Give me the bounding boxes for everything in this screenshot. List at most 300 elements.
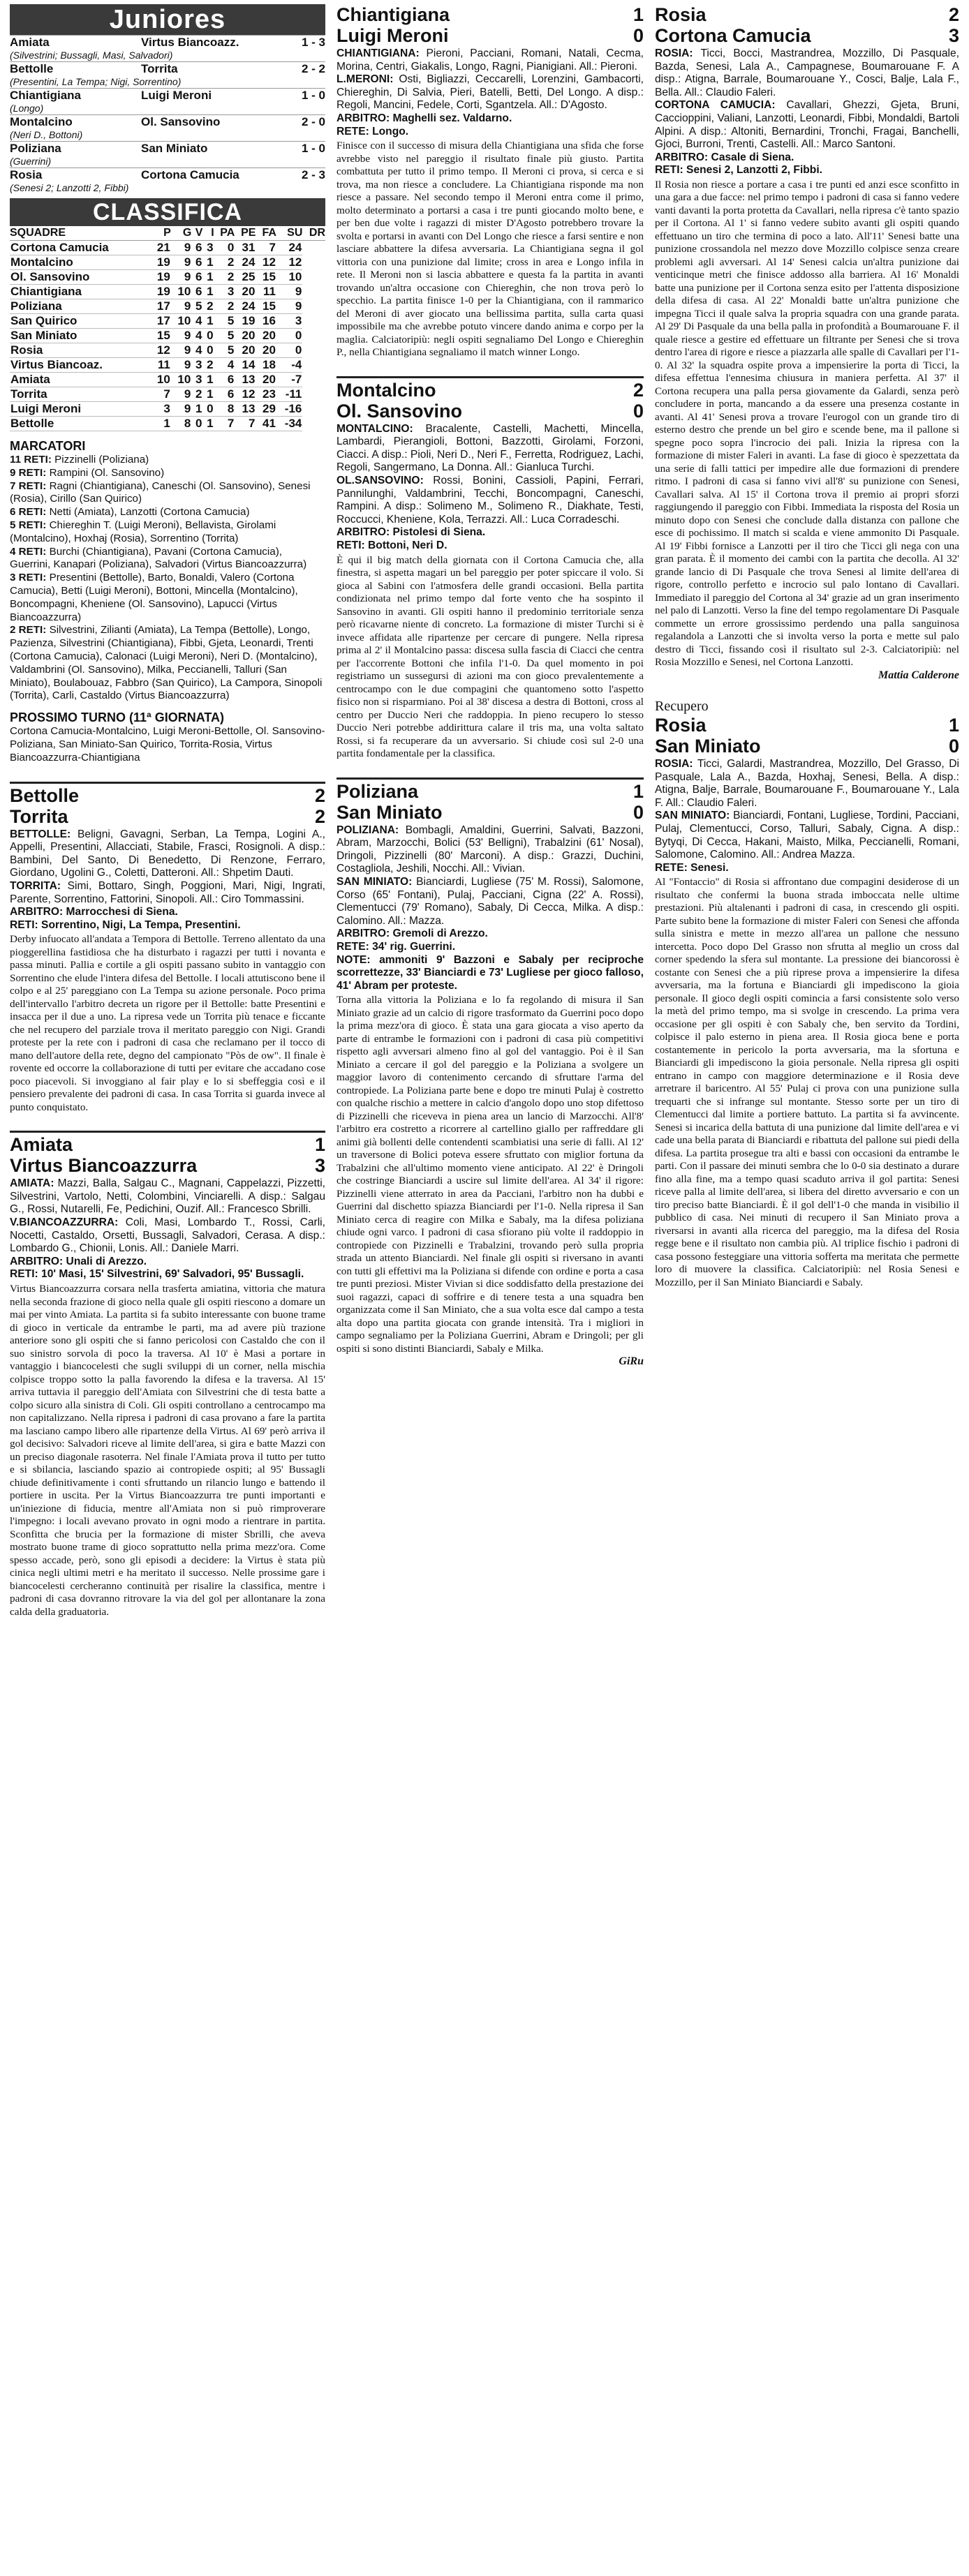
standings-row	[10, 270, 325, 285]
home-score: 1	[633, 4, 644, 25]
home-team: Rosia	[655, 714, 707, 736]
result-row	[10, 167, 325, 182]
standings-cell: 12	[150, 343, 171, 358]
home-team: Montalcino	[336, 379, 436, 401]
home-team-line	[10, 1131, 325, 1155]
goals: RETE: 34' rig. Guerrini.	[336, 940, 456, 953]
standings-cell: 11	[150, 358, 171, 373]
scorer-names: Pizzinelli (Poliziana)	[54, 454, 149, 466]
standings-cell: 4	[191, 329, 202, 343]
team-name: Bettolle	[10, 417, 150, 431]
lineup-label: L.MERONI:	[336, 73, 394, 86]
away-team-line	[336, 802, 644, 823]
standings-cell: 24	[276, 241, 302, 255]
away-score: 3	[314, 1155, 325, 1177]
result-scorers: (Senesi 2; Lanzotti 2, Fibbi)	[10, 182, 129, 193]
column-middle	[336, 4, 644, 2567]
team-name: Rosia	[10, 343, 150, 358]
lineup-label: POLIZIANA:	[336, 824, 399, 836]
scorer-goals: 2 RETI:	[10, 624, 47, 636]
result-score: 1 - 0	[301, 142, 325, 155]
standings-cell: -16	[276, 402, 302, 417]
report-text: Torna alla vittoria la Poliziana e lo fa regolando di misura il San Miniato grazie ad un calcio di rigore trasformato da Guerrini poco dopo la prima mezz'ora di gioco. È stata una gara giocata a viso aperto da parte di entrambe le formazioni con i padroni di casa più competitivi rispetto agli avversari almeno fino al gol del vantaggio. Poi è il San Miniato a cercare il gol del pareggio e la Poliziana a svolgere un maggior lavoro di contenimento cercando di sfruttare l'arma del contropiede. La Poliziana parte bene e dopo tre minuti Pulaj è costretto con qualche rischio a mettere in calcio d'angolo dopo uno stop difettoso di Pizzinelli che riceveva in piena area un lancio di Marzocchi. All'8' l'arbitro era costretto a ricorrere al cartellino giallo per raffreddare gli animi già bollenti delle contendenti scambiatisi una serie di falli. Al 12' un traversone di Bolici poteva essere sfruttato con miglior fortuna da Trabalzini che all'ultimo momento viene anticipato. Al 22' è Dringoli che costringe Bianciardi a uscire sul limite dell'area. Al 34' il rigore: Pizzinelli viene atterrato in area da Pacciani, l'arbitro non ha dubbi e Guerrini dal dischetto spiazza Bianciardi per l'1-0. Nella ripresa il San Miniato cerca di reagire con Milka e Sabaly, ma la difesa poliziana chiude ogni varco. I padroni di casa sfiorano più volte il raddoppio in contropiede con Pizzinelli e Trabalzini, trovando però sulla propria strada un attento Bianciardi. Nel finale gli ospiti si riversano in avanti con tutti gli effettivi ma la Poliziana si difende con ordine e porta a casa tre punti preziosi. Mister Vivian si dice soddisfatto della prestazione dei suoi ragazzi, capaci di soffrire e di tenere testa a una squadra ben organizzata come il San Miniato, che a sua volta esce dal campo a testa alta dopo una partita giocata con grande intensità. Tra i migliori in campo segnaliamo per la Poliziana Guerrini, Abram e Dringoli; per gli ospiti si sono distinti Bianciardi, Sabaly e Milka.	[336, 994, 644, 1355]
standings-header	[10, 226, 325, 241]
standings-cell: 17	[150, 299, 171, 314]
marcatori-title: MARCATORI	[10, 439, 86, 453]
standings-cell: 24	[235, 299, 256, 314]
standings-cell: 1	[202, 270, 214, 285]
result-away: San Miniato	[141, 142, 208, 155]
lineup-away	[336, 475, 644, 526]
lineup-players: Cavallari, Ghezzi, Gjeta, Bruni, Caccioppini, Valiani, Lanzotti, Leonardi, Fibbi, Mondaldi, Bartoli Alpini. A disp.: Altoniti, Bernardini, Tronchi, Fragai, Banchelli, Gjoci, Burroni, Trenti, Castelli. All.: Marco Santoni.	[655, 99, 959, 151]
standings-cell: 23	[256, 387, 276, 402]
standings-cell: 41	[256, 417, 276, 431]
standings-cell: 1	[202, 255, 214, 270]
standings-cell: 16	[256, 314, 276, 329]
referee: ARBITRO: Maghelli sez. Valdarno.	[336, 112, 512, 124]
result-score: 1 - 0	[301, 89, 325, 102]
standings-cell: 1	[202, 314, 214, 329]
standings-cell: 3	[276, 314, 302, 329]
scorer-line	[10, 454, 325, 467]
result-away: Torrita	[141, 62, 178, 75]
standings-cell: 9	[171, 241, 192, 255]
standings-cell: 21	[150, 241, 171, 255]
standings-cell: -11	[276, 387, 302, 402]
match-report	[655, 715, 959, 1289]
home-team-line	[10, 782, 325, 806]
match-report	[10, 782, 325, 1115]
scorer-names: Ragni (Chiantigiana), Caneschi (Ol. Sansovino), Senesi (Rosia), Cirillo (San Quirico)	[10, 479, 311, 505]
lineup-players: Ticci, Bocci, Mastrandrea, Mozzillo, Di Pasquale, Bazda, Senesi, Lala A., Campagnese, Boumarouane F. A disp.: Atigna, Barrale, Boumarouane Y., Cosci, Balje, Lala F., Bella. All.: Claudio Faleri.	[655, 47, 959, 98]
result-score: 1 - 3	[301, 36, 325, 49]
lineup-label: AMIATA:	[10, 1177, 54, 1190]
standings-cell: 0	[276, 329, 302, 343]
home-team: Bettolle	[10, 784, 80, 806]
home-team: Amiata	[10, 1134, 73, 1156]
standings-cell: 4	[191, 343, 202, 358]
home-score: 2	[633, 379, 644, 401]
report-text: Al "Fontaccio" di Rosia si affrontano due compagini desiderose di un risultato che confermi la buona strada imboccata nelle ultime prestazioni. Più altalenanti i padroni di casa, in crescendo gli ospiti. Parte subito bene la formazione di mister Faleri con Senesi che affonda sulla sinistra e mette in mezzo all'area un pallone che nessuno intercetta. Poco dopo Del Grasso non sfrutta al meglio un cross dal corner spedendo la sfera sul montante. La pressione dei biancorossi è costante con Senesi che a più riprese prova a impensierire la difesa avversaria, ma la fortuna e Bianciardi gli impediscono la gioia personale. Il gioco degli ospiti comincia a farsi consistente solo verso la metà del primo tempo, ma si svolge in crescendo. La prima vera occasione per gli ospiti è con Sabaly che, ben servito da Tordini, colpisce il palo esterno in piena area. Il Rosia gioca bene e porta costantemente in pericolo la porta avversaria, ma la sfortuna e Bianciardi gli impediscono la gioia personale. Nella ripresa gli ospiti entrano in campo con maggiore determinazione e il Rosia deve arretrare il baricentro. Al 55' Pulaj ci prova con una punizione sulla trequarti che si infrange sul montante. Stesso sorte per un tiro di Clementucci dal limite a portiere battuto. La partita si fa avvincente. Senesi si incarica della battuta di una punizione dal limite dell'area e vi cade una bella parata di Bianciardi e ribattuta del pallone sui piedi della difesa. La partita prosegue tra alti e bassi con occasioni da entrambe le parti. Con il passare dei minuti sembra che lo 0-0 sia destinato a durare fino alla fine, ma a tempo quasi scaduto arriva il gol partita: Senesi riceve palla al limite dell'area, si libera del diretto avversario e con un tiro preciso batte Bianciardi. È il gol dell'1-0 che manda in visibilio il pubblico di casa. Nei minuti di recupero il San Miniato prova a riversarsi in avanti alla ricerca del pareggio, ma la difesa del Rosia regge bene e il risultato non cambia più. Al triplice fischio i padroni di casa possono festeggiare una vittoria sofferta ma meritata che permette loro di muovere la classifica. Calciatoripiù: nel Rosia Senesi e Mozzillo, per il San Miniato Bianciardi e Sabaly.	[655, 876, 959, 1288]
standings-cell: 7	[235, 417, 256, 431]
standings-cell: 13	[235, 373, 256, 387]
referee: ARBITRO: Casale di Siena.	[655, 151, 794, 163]
scorer-names: Burchi (Chiantigiana), Pavani (Cortona Camucia), Guerrini, Kanapari (Poliziana), Salvadori (Virtus Biancoazzurra)	[10, 545, 307, 571]
standings-cell: 12	[235, 387, 256, 402]
lineup-label: SAN MINIATO:	[336, 875, 413, 888]
prossimo-turno-title: PROSSIMO TURNO (11ª GIORNATA)	[10, 710, 225, 725]
scorer-names: Chiereghin T. (Luigi Meroni), Bellavista, Girolami (Montalcino), Hoxhaj (Rosia), Sorrentino (Torrita)	[10, 519, 276, 544]
standings-cell: -7	[276, 373, 302, 387]
lineup-players: Ticci, Galardi, Mastrandrea, Mozzillo, Del Grasso, Di Pasquale, Lala A., Bazda, Hoxhaj, Senesi, Bella. A disp.: Atigna, Balje, Barrale, Boumarouane F., Boumarouane Y., Lala F. All.: Claudio Faleri.	[655, 757, 959, 809]
standings-cell: 3	[191, 373, 202, 387]
scorer-names: Rampini (Ol. Sansovino)	[49, 466, 165, 479]
standings-cell: 19	[235, 314, 256, 329]
result-home: Amiata	[10, 36, 50, 49]
standings-cell: 0	[191, 417, 202, 431]
lineups	[336, 824, 644, 993]
standings-cell: 10	[171, 373, 192, 387]
standings-cell: 5	[214, 329, 235, 343]
lineup-home	[10, 828, 325, 880]
standings-col-header: DR	[302, 226, 325, 241]
standings-cell: 9	[171, 387, 192, 402]
result-scorers: (Longo)	[10, 103, 44, 114]
standings-cell: 10	[276, 270, 302, 285]
match-report	[336, 4, 644, 359]
away-team: Cortona Camucia	[655, 25, 811, 46]
standings-col-header: I	[202, 226, 214, 241]
lineup-label: ROSIA:	[655, 47, 693, 59]
lineup-players: Osti, Bigliazzi, Ceccarelli, Lorenzini, Gambacorti, Chiereghin, Di Salvia, Pieri, Batelli, Betti, Del Longo. A disp.: Regoli, Mancini, Fedele, Corti, Sgantzela. All.: D'Agosto.	[336, 73, 644, 112]
home-team: Chiantigiana	[336, 4, 450, 25]
home-team: Poliziana	[336, 780, 419, 802]
home-team: Rosia	[655, 4, 707, 25]
team-name: Virtus Biancoaz.	[10, 358, 150, 373]
lineup-label: SAN MINIATO:	[655, 810, 730, 822]
standings-cell: 9	[276, 299, 302, 314]
lineups	[10, 828, 325, 932]
lineup-label: OL.SANSOVINO:	[336, 475, 424, 487]
standings-cell: 25	[235, 270, 256, 285]
standings-cell: 9	[171, 299, 192, 314]
home-team-line	[655, 715, 959, 736]
standings-cell: 3	[214, 285, 235, 299]
team-name: Torrita	[10, 387, 150, 402]
away-score: 0	[633, 25, 644, 46]
away-team: Ol. Sansovino	[336, 400, 463, 422]
standings-cell: 20	[235, 343, 256, 358]
standings-cell: 3	[191, 358, 202, 373]
result-row	[10, 114, 325, 129]
away-team: Luigi Meroni	[336, 25, 449, 46]
results-list	[10, 35, 325, 194]
lineup-away	[10, 1216, 325, 1256]
away-team: Torrita	[10, 805, 68, 827]
team-name: Poliziana	[10, 299, 150, 314]
standings-cell: 20	[256, 329, 276, 343]
standings-cell: 1	[202, 387, 214, 402]
standings-cell: 20	[235, 285, 256, 299]
result-score: 2 - 2	[301, 62, 325, 75]
scorer-line	[10, 546, 325, 572]
standings-cell: 20	[256, 373, 276, 387]
home-score: 2	[314, 784, 325, 806]
team-name: San Quirico	[10, 314, 150, 329]
newspaper-page	[10, 4, 959, 2567]
standings-cell: 12	[276, 255, 302, 270]
lineup-away	[336, 876, 644, 928]
standings-table	[10, 226, 325, 431]
lineup-players: Coli, Masi, Lombardo T., Rossi, Carli, Nocetti, Castaldo, Orsetti, Bussagli, Salvadori, Cerasa. A disp.: Lombardo G., Chionii, Lonis. All.: Daniele Marri.	[10, 1216, 325, 1255]
lineup-players: Pieroni, Pacciani, Romani, Natali, Cecma, Morina, Centri, Giakalis, Longo, Ragni, Pianigiani. All.: Pieroni.	[336, 47, 644, 73]
away-score: 2	[314, 805, 325, 827]
standings-col-header: V	[191, 226, 202, 241]
result-home: Chiantigiana	[10, 89, 82, 102]
home-team-line	[655, 4, 959, 25]
report-text: Virtus Biancoazzurra corsara nella trasferta amiatina, vittoria che matura nella seconda frazione di gioco nella quale gli ospiti riescono a domare un mai per vinto Amiata. La partita si fa subito interessante con buone trame di gioco in verticale da entrambe le parti, ma ad avere più trazione anteriore sono gli ospiti che si fanno pericolosi con Castaldo che con il suo sinistro sorvola di poco la traversa. Al 10' è Masi a portare in vantaggio i biancocelesti che sugli sviluppi di un corner, nella mischia colpisce troppo sotto la palla favorendo la difesa e la traversa. Al 15' arriva tuttavia il pareggio dell'Amiata con Silvestrini che di testa batte a colpo sicuro alla sinistra di Coli. Gli ospiti controllano a centrocampo ma non capitalizzano. Nella ripresa i padroni di casa provano a fare la partita ma lasciano campo libero alle ripartenze della Virtus. Al 69' però arriva il gol decisivo: Salvadori riceve al limite dell'area, si gira e batte Mazzi con un preciso diagonale rasoterra. Nel finale l'Amiata prova il tutto per tutto e si sbilancia, lasciando spazio ai contropiede ospiti; al 95' Bussagli chiude definitivamente i conti sfruttando un rilancio lungo e battendo il portiere in uscita. Per la Virtus Biancoazzurra tre punti importanti e un'iniezione di fiducia, mentre all'Amiata non si può rimproverare l'impegno: i locali avevano provato in ogni modo a rientrare in partita. Sconfitta che brucia per la formazione di mister Sbrilli, che aveva mostrato buone trame di gioco soprattutto nella prima mezz'ora. Come spesso accade, però, sono gli episodi a decidere: la Virtus è stata più cinica negli ultimi metri e ha meritato il successo. Nelle prossime gare i biancocelesti cercheranno continuità per risalire la classifica, mentre i padroni di casa dovranno ritrovare la via del gol per allontanare la zona calda della graduatoria.	[10, 1283, 325, 1618]
goals: RETI: Senesi 2, Lanzotti 2, Fibbi.	[655, 164, 822, 177]
scorer-line	[10, 624, 325, 703]
standings-row	[10, 343, 325, 358]
standings-row	[10, 255, 325, 270]
team-name: Amiata	[10, 373, 150, 387]
home-team-line	[336, 376, 644, 401]
standings-cell: 6	[191, 285, 202, 299]
standings-cell: 18	[256, 358, 276, 373]
standings-row	[10, 417, 325, 431]
away-score: 3	[948, 25, 959, 46]
author-signature: GiRu	[619, 1355, 644, 1368]
juniores-banner: Juniores	[10, 4, 325, 35]
goals: RETE: Longo.	[336, 125, 409, 137]
standings-cell: 6	[214, 387, 235, 402]
standings-cell: 3	[150, 402, 171, 417]
standings-cell: 4	[214, 358, 235, 373]
result-scorers: (Presentini, La Tempa; Nigi, Sorrentino)	[10, 76, 182, 87]
result-home: Bettolle	[10, 62, 54, 75]
standings-row	[10, 299, 325, 314]
result-score: 2 - 3	[301, 168, 325, 181]
standings-cell: 4	[191, 314, 202, 329]
lineup-away	[655, 810, 959, 861]
home-team-line	[336, 777, 644, 802]
standings-col-header: PA	[214, 226, 235, 241]
standings-cell: 17	[150, 314, 171, 329]
away-score: 0	[948, 735, 959, 757]
scorer-goals: 7 RETI:	[10, 479, 47, 492]
standings-cell: 3	[202, 241, 214, 255]
scorer-goals: 3 RETI:	[10, 572, 47, 584]
report-text: Derby infuocato all'andata a Tempora di Bettolle. Terreno allentato da una pioggerellina fastidiosa che ha disturbato i ragazzi per tutti i novanta e passa minuti. Pallia e cortile a gli ospiti passano subito in vantaggio con Sorrentino che elude l'intera difesa del Bettolle. I locali attutiscono bene il colpo e al 25' pareggiano con La Tempa su azione personale. Poco prima dell'intervallo l'arbitro decreta un rigore per il Bettolle: batte Presentini e insacca per il due a uno. La ripresa vede un Torrita più tenace e ficcante che nel recupero del parziale trova il meritato pareggio con Nigi. Grandi proteste per la rete con i padroni di casa che reclamano per il tocco di mano dell'autore della rete, degno del campionato "Pòs de ow". Il finale è rovente ed occorre la collaborazione di tutti per evitare che accadano cose poco piacevoli. Si invoggiano al fair play e lo si sbeffeggia così e il pensiero prevalente dei padroni di casa. In casa Torrita si guarda invece al punto conquistato.	[10, 933, 325, 1113]
away-team-line	[655, 736, 959, 757]
report-text: Finisce con il successo di misura della Chiantigiana una sfida che forse avrebbe visto nel pareggio il risultato finale più giusto. Partita combattuta per tutto il primo tempo. Il Meroni ci prova, si cerca e si trova, ma non riesce a concludere. La Chiantigiana risponde ma non riesce a passare. Nel secondo tempo il Meroni entra come il primo, molto determinato a portarsi a casa i tre punti giocando molto bene, e per ben due volte i ragazzi di mister D'Agosto potrebbero trovare la svolta e portarsi in avanti con Del Longo che riesce a farsi sentire e non lasciare abbattere la difesa avversaria. La Chiantigiana segna il gol vittoria con una punizione dal limite; cross in area e Longo infila in rete. Il Meroni non si lascia abbattere e questa fa la partita in avanti trovando un'altra occasione con Chiereghin, che non trova però lo specchio. La partita finisce 1-0 per la Chiantigiana, con il rammarico del Meroni di aver giocato una bellissima partita, sulla carta quasi impossibile ma che avrebbe potuto vincere dando anima e corpo per la maglia. Calciatoripiù: negli ospiti segnaliamo Del Longo e Chiereghin P., nella Chiantigiana segnaliamo il match winner Longo.	[336, 140, 644, 359]
standings-cell: 2	[214, 299, 235, 314]
standings-cell: 11	[256, 285, 276, 299]
standings-cell: 9	[171, 329, 192, 343]
standings-cell: 31	[235, 241, 256, 255]
referee: ARBITRO: Marrocchesi di Siena.	[10, 906, 178, 918]
lineup-away	[10, 880, 325, 906]
standings-cell: 10	[171, 314, 192, 329]
team-name: Montalcino	[10, 255, 150, 270]
standings-cell: 2	[214, 270, 235, 285]
result-scorers: (Silvestrini; Bussagli, Masi, Salvadori)	[10, 50, 173, 61]
team-name: Cortona Camucia	[10, 241, 150, 255]
standings-cell: 10	[150, 373, 171, 387]
standings-cell: 2	[202, 299, 214, 314]
standings-cell: 9	[171, 402, 192, 417]
standings-cell: 9	[276, 285, 302, 299]
lineup-label: BETTOLLE:	[10, 828, 71, 840]
result-row	[10, 141, 325, 156]
standings-cell: 6	[191, 270, 202, 285]
standings-cell: 6	[214, 373, 235, 387]
lineups	[655, 758, 959, 874]
home-score: 2	[948, 4, 959, 25]
lineup-label: V.BIANCOAZZURRA:	[10, 1216, 119, 1229]
away-team-line	[336, 25, 644, 46]
lineup-home	[336, 824, 644, 876]
lineup-home	[336, 47, 644, 73]
standings-cell: 19	[150, 270, 171, 285]
lineup-home	[10, 1177, 325, 1216]
scorer-names: Netti (Amiata), Lanzotti (Cortona Camucia)	[49, 506, 250, 519]
result-home: Poliziana	[10, 142, 61, 155]
standings-row	[10, 285, 325, 299]
standings-cell: 15	[256, 270, 276, 285]
lineup-players: Simi, Bottaro, Singh, Poggioni, Mari, Nigi, Ingrati, Parente, Sorrentino, Fattorini, Sinopoli. All.: Ciro Tommassini.	[10, 879, 325, 905]
home-team-line	[336, 4, 644, 25]
team-name: Ol. Sansovino	[10, 270, 150, 285]
standings-row	[10, 387, 325, 402]
referee: ARBITRO: Unali di Arezzo.	[10, 1255, 147, 1267]
standings-cell: 5	[214, 343, 235, 358]
standings-cell: 7	[214, 417, 235, 431]
standings-col-header: G	[171, 226, 192, 241]
standings-cell: 14	[235, 358, 256, 373]
lineup-players: Bracalente, Castelli, Machetti, Mincella, Lambardi, Pierangioli, Bottoni, Bazzotti, Girolami, Forzoni, Ciacci. A disp.: Pioli, Neri D., Neri F., Ferretta, Rodriguez, Lachi, Regoli, Sangermano, La Donna. All.: Gianluca Turchi.	[336, 422, 644, 474]
standings-cell: 29	[256, 402, 276, 417]
standings-cell: 1	[202, 373, 214, 387]
standings-cell: 9	[171, 255, 192, 270]
standings-cell: 2	[214, 255, 235, 270]
result-home: Montalcino	[10, 115, 73, 128]
standings-cell: 13	[235, 402, 256, 417]
standings-col-header: SQUADRE	[10, 226, 150, 241]
lineup-players: Beligni, Gavagni, Serban, La Tempa, Logini A., Appelli, Presentini, Allacciati, Stabile, Frasci, Rosignoli. A disp.: Bambini, Del Santo, Di Benedetto, Di Renzone, Ferraro, Giordano, Ugolini G., Coletti, Datteroni. All.: Shpetim Dauti.	[10, 828, 325, 879]
lineup-away	[655, 99, 959, 151]
column-left	[10, 4, 325, 2567]
standings-cell: 0	[202, 329, 214, 343]
recupero-label: Recupero	[655, 698, 709, 714]
lineup-players: Bianciardi, Fontani, Lugliese, Tordini, Pacciani, Pulaj, Clementucci, Corso, Talluri, Sabaly, Cigna. A disp.: Bytyqi, Di Cecca, Hakani, Maisto, Milka, Peccianelli, Romani, Salomone, Calomino. All.: Andrea Mazza.	[655, 810, 959, 861]
lineup-label: ROSIA:	[655, 757, 693, 770]
result-away: Luigi Meroni	[141, 89, 212, 102]
marcatori-list	[10, 454, 325, 703]
lineup-away	[336, 73, 644, 112]
lineups	[10, 1177, 325, 1281]
standings-cell: 0	[202, 402, 214, 417]
standings-cell: 15	[256, 299, 276, 314]
standings-cell: 7	[150, 387, 171, 402]
lineup-home	[336, 423, 644, 475]
lineup-label: CORTONA CAMUCIA:	[655, 99, 776, 112]
standings-cell: 15	[150, 329, 171, 343]
scorer-line	[10, 506, 325, 519]
match-report	[10, 1131, 325, 1618]
standings-cell: 0	[276, 343, 302, 358]
standings-cell: 6	[191, 241, 202, 255]
standings-cell: 12	[256, 255, 276, 270]
scorer-goals: 4 RETI:	[10, 545, 47, 558]
match-report	[336, 376, 644, 761]
standings-row	[10, 329, 325, 343]
standings-row	[10, 358, 325, 373]
scorer-goals: 6 RETI:	[10, 506, 47, 519]
away-team: San Miniato	[655, 735, 761, 757]
lineup-label: CHIANTIGIANA:	[336, 47, 420, 59]
away-team-line	[10, 806, 325, 827]
standings-cell: -4	[276, 358, 302, 373]
result-away: Ol. Sansovino	[141, 115, 221, 128]
standings-cell: 20	[235, 329, 256, 343]
standings-cell: 9	[171, 358, 192, 373]
result-row	[10, 35, 325, 50]
away-team: San Miniato	[336, 801, 443, 823]
scorer-goals: 9 RETI:	[10, 466, 47, 479]
team-name: San Miniato	[10, 329, 150, 343]
standings-cell: 6	[191, 255, 202, 270]
standings-col-header: PE	[235, 226, 256, 241]
standings-cell: 2	[202, 358, 214, 373]
result-scorers: (Guerrini)	[10, 156, 52, 167]
lineup-players: Bombagli, Amaldini, Guerrini, Salvati, Bazzoni, Abram, Marzocchi, Bolici (53' Belligni), Trabalzini (61' Nosal), Dringoli, Pizzinelli (80' Marconi). A disp.: Grazzi, Duchini, Costagliola, Jeshili, Nocchi. All.: Vivian.	[336, 824, 644, 875]
standings-col-header: P	[150, 226, 171, 241]
standings-cell: 1	[202, 417, 214, 431]
standings-cell: 5	[191, 299, 202, 314]
prossimo-turno-text: Cortona Camucia-Montalcino, Luigi Meroni-Bettolle, Ol. Sansovino-Poliziana, San Miniato-San Quirico, Torrita-Rosia, Virtus Biancoazzurra-Chiantigiana	[10, 725, 325, 764]
standings-cell: 9	[171, 270, 192, 285]
away-score: 0	[633, 801, 644, 823]
standings-cell: 19	[150, 285, 171, 299]
scorer-line	[10, 519, 325, 546]
standings-cell: 1	[150, 417, 171, 431]
scorer-line	[10, 572, 325, 624]
standings-col-header: FA	[256, 226, 276, 241]
team-name: Luigi Meroni	[10, 402, 150, 417]
result-home: Rosia	[10, 168, 43, 181]
author-signature: Mattia Calderone	[878, 669, 959, 681]
lineup-players: Rossi, Bonini, Cassioli, Papini, Ferrari, Pannilunghi, Valdambrini, Tecchi, Boncompagni, Caneschi, Rampini. A disp.: Solimeno M., Solimeno R., Diakhate, Testi, Roccucci, Kheniene, Kola, Terrazzi. All.: Luca Corradeschi.	[336, 475, 644, 526]
scorer-line	[10, 480, 325, 507]
away-team-line	[336, 401, 644, 422]
goals: RETI: 10' Masi, 15' Silvestrini, 69' Salvadori, 95' Bussagli.	[10, 1268, 304, 1281]
standings-row	[10, 373, 325, 387]
scorer-goals: 11 RETI:	[10, 454, 52, 466]
lineups	[655, 47, 959, 177]
standings-cell: 9	[171, 343, 192, 358]
standings-cell: 10	[171, 285, 192, 299]
standings-row	[10, 402, 325, 417]
standings-cell: 0	[202, 343, 214, 358]
standings-cell: 8	[214, 402, 235, 417]
result-row	[10, 88, 325, 103]
report-text: Il Rosia non riesce a portare a casa i tre punti ed anzi esce sconfitto in una gara a due facce: nel primo tempo i padroni di casa si fanno vedere vanti davanti la porta protetta da Cavallari, nella ripresa c'è tanto spazio per il Cortona. Al 1' si fanno vedere subito avanti gli ospiti quando effettuano un tiro che termina di poco a lato. All'11' Senesi batte una punizione crossandola nel mezzo dove Mozzillo colpisce senza creare problemi agli avversari. Al 14' Senesi calcia un'altra punizione dai venticinque metri che finisce addosso alla barriera. Al 16' Monaldi batte una punizione per il Cortona senza esito per l'attenta disposizione della difesa di casa. Al 22' Monaldi batte un'altra punizione che impegna Ticci il quale salva la propria squadra con una grande parata. Al 29' Di Pasquale da una bella palla in profondità a Boumarouane F. il quale riesce a gestire ed effettuare un filtrante per Senesi che si trova dentro l'area di rigore e riesce a piazzarla alle spalle di Cavallari per l'1-0. Al 32' la squadra ospite prova a impensierire la porta di Ticci, la difesa effettua l'ennesima chiusura in maniera perfetta. Al 37' il Cortona recupera una palla persa giovamente da Galardi, senza però concludere in porta, mancando a da essere una presenza costante in avanti. Al 41' Senesi prova a trovare l'eurogol con un grande tiro di esterno destro che prende un bel giro e scende bene, ma il pallone si spegne poco sopra l'incrocio dei pali. Inizia la ripresa con la formazione di mister Faleri in avanti. La fase di gioco è spezzettata da una serie di falli tattici per impedire alle due formazioni di prendere ritmo. I padroni di casa si fanno vivi all'8' su punizione con Senesi, Cavallari salva. Al 15' il Cortona trova il premio ai propri sforzi raggiungendo il pareggio con Fibbi. Immediata la risposta del Rosia un minuto dopo con Senesi che conclude dalla distanza con pallone che esce di pochissimo. Il match si scalda e viene ammonito Di Pasquale. Al 19' Fibbi fornisce a Lanzotti per il tiro che Ticci gli nega con una gran parata. È il momento dei cambi con la partita che decolla. Al 32' grande lancio di Di Pasquale che trova Senesi al limite dell'area di rigore, controllo perfetto e incrocio sul palo lontano di Cavallari. Immediato il pareggio del Cortona al 34' grazie ad un gran inserimento nel palo di Lanzotti. Verso la fine del tempo regolamentare Di Pasquale commette un errore grossissimo perdendo una palla sanguinosa regalandola a Lanzotti che si involta verso la porta e mette sul palo destro di Ticci, fissando così il risultato sul 2-3. Calciatoripiù: nel Rosia Mozzillo e Senesi, nel Cortona Lanzotti.	[655, 178, 959, 669]
lineup-label: TORRITA:	[10, 879, 61, 892]
scorer-goals: 5 RETI:	[10, 519, 47, 531]
report-text: È qui il big match della giornata con il Cortona Camucia che, alla finestra, si aspetta magari un bel pareggio per poter spiccare il volo. Si gioca al Sabini con l'atmosfera delle grandi occasioni. Bella partita condizionata nel primo tempo dal forte vento che ha sospinto il Sansovino in avanti. Gli ospiti hanno il predominio territoriale senza però ricavarne niente di concreto. La formazione di mister Turchi si è invece affidata alle ripartenze per cercare di pungere. Nella ripresa prima al 2' il Montalcino passa: discesa sulla fascia di Ciacci che centra per l'accorrente Bottoni che infila l'1-0. Da quel momento in poi registriamo un sussegursi di azioni ma con gioco prevalentemente a centrocampo con le due compagini che quantomeno sotto l'aspetto fisico non si risparmiano. Poi al 38' discesa a destra di Bottoni, cross al centro per Duccio Neri che raddoppia. In pieno recupero lo stesso Duccio Neri potrebbe addirittura calare il tris ma, una volta saltato Rossi, si fa recuperare da un avversario. Si chiude così sul 2-0 una partita fondamentale per la classifica.	[336, 553, 644, 760]
scorer-names: Presentini (Bettolle), Barto, Bonaldi, Valero (Cortona Camucia), Betti (Luigi Meroni), Bottoni, Mincella (Montalcino), Boncompagni, Kheniene (Ol. Sansovino), Lapucci (Virtus Biancoazzurra)	[10, 572, 298, 623]
standings-col-header: SU	[276, 226, 302, 241]
away-team-line	[10, 1155, 325, 1176]
goals: RETE: Senesi.	[655, 861, 729, 874]
result-scorers: (Neri D., Bottoni)	[10, 129, 83, 140]
scorer-line	[10, 467, 325, 480]
classifica-banner: CLASSIFICA	[10, 198, 325, 226]
standings-cell: 7	[256, 241, 276, 255]
match-report	[336, 777, 644, 1369]
standings-cell: 20	[256, 343, 276, 358]
home-score: 1	[314, 1134, 325, 1156]
scorer-names: Silvestrini, Zilianti (Amiata), La Tempa (Bettolle), Longo, Pazienza, Silvestrini (Chiantigiana), Fibbi, Gjeta, Leonardi, Trenti (Cortona Camucia), Calonaci (Luigi Meroni), Neri D. (Montalcino), Valdambrini (Ol. Sansovino), Milka, Peccianelli, Talluri (San Miniato), Boulabouaz, Fabbro (San Quirico), La Campora, Sinopoli (Torrita), Carli, Castaldo (Virtus Biancoazzurra)	[10, 624, 323, 702]
standings-cell: 8	[171, 417, 192, 431]
result-away: Virtus Biancoazz.	[141, 36, 239, 49]
team-name: Chiantigiana	[10, 285, 150, 299]
lineups	[336, 47, 644, 138]
standings-cell: -34	[276, 417, 302, 431]
standings-cell: 24	[235, 255, 256, 270]
